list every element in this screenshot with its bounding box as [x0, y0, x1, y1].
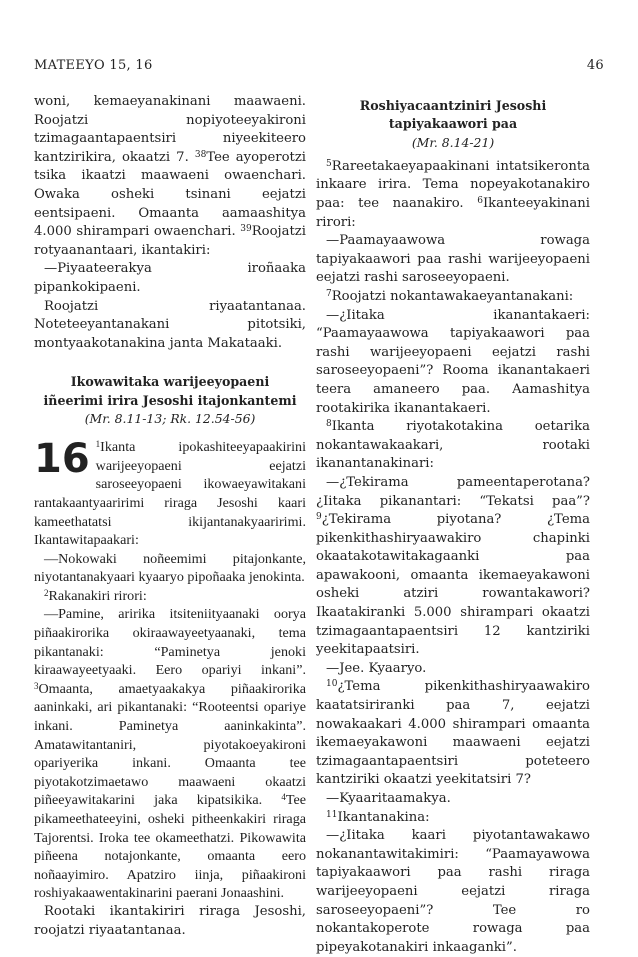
paragraph-text: Ikanteeyakinani rirori: — [316, 196, 590, 230]
paragraph-text: —Pamine, aririka itsiteniityaanaki oorya piñaakirorika okiraawayeetyaanaki, tema pikantanaki: “Paminetya jenoki kiraawayeetyaaki. Eero opariyi inkani”. — [34, 606, 306, 679]
paragraph — [34, 438, 306, 550]
paragraph-text: Ikanta ipokashiteeyapaakirini warijeeyopaeni eejatzi saroseeyopaeni ikowaeyawitakani rantakaantyaaririmi riraga Jesoshi kaari kameethatatsi ikijantanakyaaririmi. Ikantawitapaakari: — [34, 439, 306, 549]
paragraph: —Paamayaawowa rowaga tapiyakaawori paa rashi warijeeyopaeni eejatzi rashi saroseeyopaeni. — [316, 233, 590, 286]
paragraph: Roojatzi riyaatantanaa. Noteteeyantanakani pitotsiki, montyaakotanakina janta Makataaki. — [34, 298, 306, 351]
verse-number: 3 — [34, 680, 39, 691]
section-heading — [34, 373, 306, 428]
section-heading — [316, 97, 590, 152]
paragraph — [316, 418, 590, 474]
paragraph-text: woni, kemaeyanakinani maawaeni. Roojatzi nopiyoteeyakironi tzimagaantapaentsiri niyeekiteero kantzirikira, okaatzi 7. — [34, 94, 306, 165]
paragraph-text: Roojatzi nokantawakaeyantanakani: — [331, 288, 574, 304]
paragraph-text: —¿Tekirama pameentaperotana? ¿Iitaka pikanantari: “Tekatsi paa”? — [316, 474, 590, 509]
paragraph-text: ¿Tekirama piyotana? ¿Tema pikenkithashiryaawakiro chapinki okaatakotawitakagaanki paa apawakooni, omaanta ikemaeyakawoni osheki atziri rowantakawori? Ikaatakiranki 5.000 shirampari okaatzi tzimagaantapaentsiri 12 kantziriki yeekitapaatsiri. — [316, 512, 590, 658]
paragraph-text: Omaanta, amaetyaakakya piñaakirorika aaninkaki, ari pikantanaki: “Rooteentsi opariye inkani. Paminetya aaninkakinta”. Amatawitantaniri, piyotakoeyakironi opariyerika inkani. Omaanta tee piyotakotzimaetawo maawaeni okaatzi piñeeyawitakarini jaka kipatsikika. — [34, 680, 306, 809]
verse-number: 6 — [477, 196, 483, 206]
page-number: 46 — [586, 58, 604, 73]
paragraph — [316, 474, 590, 660]
verse-number: 10 — [326, 679, 338, 690]
paragraph: —¿Iitaka ikanantakaeri: “Paamayaawowa tapiyakaawori paa rashi warijeeyopaeni eejatzi rashi saroseeyopaeni”? Rooma ikanantakaeri teera amaneero paa. Aamashitya rootakirika ikanantakaeri. — [316, 307, 590, 416]
section-heading-line: Ikowawitaka warijeeyopaeni — [70, 374, 270, 390]
verse-number: 7 — [326, 288, 332, 299]
running-header — [34, 58, 604, 76]
running-title: MATEEYO 15, 16 — [34, 58, 153, 73]
section-reference: (Mr. 8.11-13; Rk. 12.54-56) — [84, 411, 256, 427]
verse-number: 39 — [240, 224, 252, 235]
paragraph — [34, 605, 306, 903]
verse-number: 38 — [194, 149, 207, 160]
section-heading-line: Roshiyacaantziniri Jesoshi — [359, 98, 547, 113]
section-heading-line: iñeerimi irira Jesoshi itajonkantemi — [43, 392, 297, 408]
paragraph-text: Ikantanakina: — [337, 809, 430, 825]
paragraph-text: Roojatzi rotyaanantaari, ikantakiri: — [34, 224, 306, 258]
paragraph: —Kyaaritaamakya. — [326, 791, 451, 806]
paragraph — [316, 288, 590, 307]
paragraph — [316, 809, 590, 828]
paragraph: —¿Iitaka kaari piyotantawakawo nokanantawitakimiri: “Paamayawowa tapiyakaawori paa rashi riraga warijeeyopaeni eejatzi riraga saroseeyopaeni”? Tee ro nokantakoperote rowaga paa pipeyakotanakiri inkaaganki”. — [316, 828, 590, 955]
paragraph — [316, 158, 590, 232]
paragraph: —Piyaateerakya iroñaaka pipankokipaeni. — [34, 261, 306, 295]
paragraph-text: Rareetakaeyapaakinani intatsikeronta inkaare irira. Tema nopeyakotanakiro paa: tee naanakiro. — [316, 158, 590, 211]
right-column — [316, 93, 590, 957]
paragraph: —Nokowaki noñeemimi pitajonkante, niyotantanakyaari kyaaryo pipoñaaka jenokinta. — [34, 550, 306, 586]
paragraph: Rootaki ikantakiriri riraga Jesoshi, roojatzi riyaatantanaa. — [34, 903, 306, 938]
paragraph: —Jee. Kyaaryo. — [326, 660, 427, 676]
paragraph — [34, 587, 306, 606]
paragraph-text: ¿Tema pikenkithashiryaawakiro kaatatsiriranki paa 7, eejatzi nowakaakari 4.000 shirampari omaanta ikemaeyakawoni maawaeni eejatzi tzimagaantapaentsiri poteteero kantziriki okaatzi yeekitatsiri 7? — [316, 679, 590, 788]
paragraph-text: Ikanta riyotakotakina oetarika nokantawakaakari, rootaki ikanantanakinari: — [316, 419, 590, 472]
verse-number: 8 — [326, 419, 332, 430]
section-heading-line: tapiyakaawori paa — [388, 116, 518, 132]
verse-number: 5 — [326, 158, 332, 169]
paragraph-text: Tee pikameethateeyini, osheki pitheenkakiri riraga Tajorentsi. Iroka tee okameethatzi. Pikowawita piñeena notajonkante, omaanta eero noñaayimiro. Apatziro iinja, piñaakironi roshiyakaawentakinarini paerani Jonaashini. — [34, 792, 306, 902]
verse-number: 4 — [281, 792, 286, 803]
paragraph-text: Tee ayoperotzi tsika ikaatzi maawaeni owaenchari. Owaka osheki tsinani eejatzi eentsipaeni. Omaanta aamaashitya 4.000 shirampari owaenchari. — [34, 149, 306, 240]
chapter-number: 16 — [34, 436, 90, 483]
verse-number: 9 — [316, 512, 322, 523]
paragraph — [316, 678, 590, 790]
section-reference: (Mr. 8.14-21) — [411, 134, 495, 150]
verse-number: 2 — [44, 587, 49, 598]
left-column — [34, 93, 306, 940]
verse-number: 1 — [95, 439, 101, 450]
paragraph — [34, 93, 306, 260]
verse-number: 11 — [326, 809, 338, 820]
paragraph-text: Rakanakiri rirori: — [48, 587, 147, 604]
